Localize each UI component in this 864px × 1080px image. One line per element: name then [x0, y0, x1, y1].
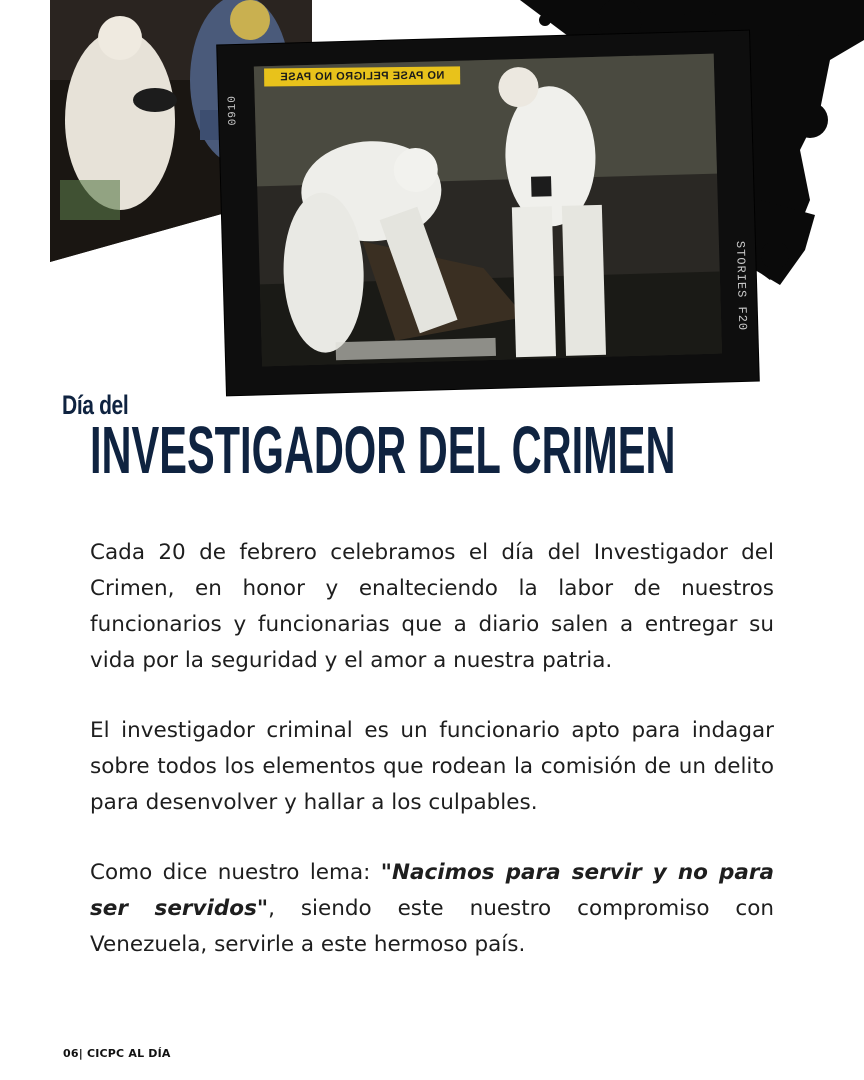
heading-kicker: Día del	[62, 390, 129, 420]
page-footer: 06| CICPC AL DÍA	[63, 1047, 171, 1060]
paragraph-3-intro: Como dice nuestro lema:	[90, 860, 381, 885]
film-brand-label: STORIES F20	[732, 240, 750, 332]
article-paragraph-1: Cada 20 de febrero celebramos el día del Investigador del Crimen, en honor y enalteciendo la labor de nuestros funcionarios y funcionarias que a diario salen a entregar su vida por la seguridad y el amor a nuestra patria.	[90, 540, 774, 673]
crime-scene-photo	[217, 31, 759, 396]
paragraph-3-end: , siendo este nuestro compromiso con Venezuela, servirle a este hermoso país.	[90, 896, 774, 957]
article-paragraph-2: El investigador criminal es un funcionario apto para indagar sobre todos los elementos que rodean la comisión de un delito para desenvolver y hallar a los culpables.	[90, 718, 774, 815]
page-title: INVESTIGADOR DEL CRIMEN	[90, 413, 676, 488]
article-paragraph-3	[90, 855, 774, 963]
article-body	[90, 535, 774, 997]
police-tape-text: NO PASE PELIGRO NO PASE	[264, 66, 460, 86]
film-frame-code: 0910	[226, 94, 240, 126]
motto-quote: "Nacimos para servir y no para ser servidos"	[90, 860, 774, 921]
